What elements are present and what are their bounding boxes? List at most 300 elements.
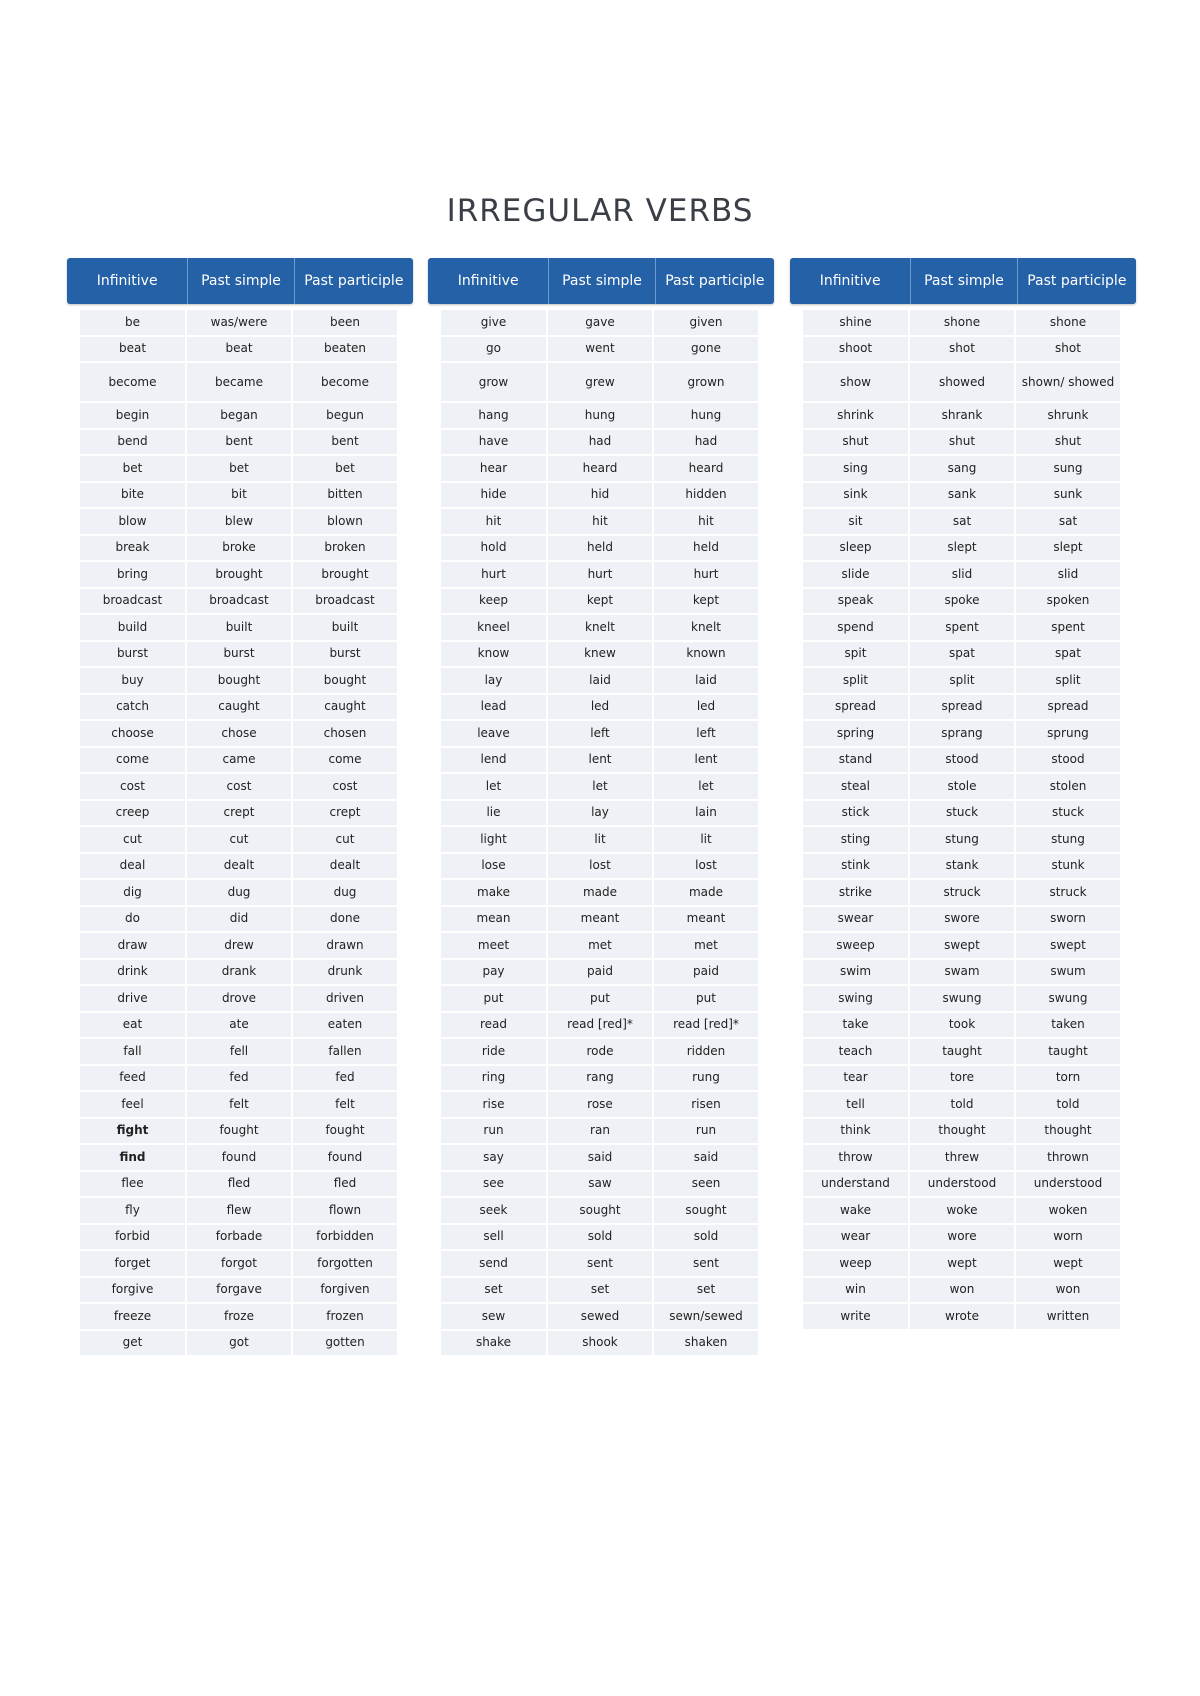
infinitive-cell: begin bbox=[80, 403, 185, 428]
table-row bbox=[803, 827, 1136, 854]
table-row bbox=[441, 748, 774, 775]
past-simple-cell: ate bbox=[187, 1013, 291, 1038]
past-simple-cell: bent bbox=[187, 430, 291, 455]
table-row bbox=[803, 933, 1136, 960]
past-simple-cell: bet bbox=[187, 456, 291, 481]
infinitive-cell: bet bbox=[80, 456, 185, 481]
table-row bbox=[803, 1172, 1136, 1199]
past-participle-cell: sent bbox=[654, 1251, 758, 1276]
past-participle-cell: written bbox=[1016, 1304, 1120, 1329]
past-simple-cell: made bbox=[548, 880, 652, 905]
header-infinitive: Infinitive bbox=[790, 258, 911, 304]
past-participle-cell: set bbox=[654, 1278, 758, 1303]
table-row bbox=[441, 960, 774, 987]
past-participle-cell: known bbox=[654, 642, 758, 667]
past-simple-cell: stole bbox=[910, 774, 1014, 799]
infinitive-cell: write bbox=[803, 1304, 908, 1329]
past-simple-cell: knew bbox=[548, 642, 652, 667]
table-row bbox=[80, 1039, 413, 1066]
past-participle-cell: done bbox=[293, 907, 397, 932]
past-simple-cell: drew bbox=[187, 933, 291, 958]
past-participle-cell: beaten bbox=[293, 337, 397, 362]
past-simple-cell: put bbox=[548, 986, 652, 1011]
table-row bbox=[803, 310, 1136, 337]
infinitive-cell: ring bbox=[441, 1066, 546, 1091]
table-row bbox=[441, 483, 774, 510]
past-simple-cell: became bbox=[187, 363, 291, 401]
past-participle-cell: cut bbox=[293, 827, 397, 852]
past-simple-cell: threw bbox=[910, 1145, 1014, 1170]
infinitive-cell: burst bbox=[80, 642, 185, 667]
infinitive-cell: spit bbox=[803, 642, 908, 667]
infinitive-cell: sew bbox=[441, 1304, 546, 1329]
past-participle-cell: fought bbox=[293, 1119, 397, 1144]
table-row bbox=[80, 403, 413, 430]
infinitive-cell: feel bbox=[80, 1092, 185, 1117]
past-participle-cell: hit bbox=[654, 509, 758, 534]
table-row bbox=[803, 854, 1136, 881]
past-participle-cell: sprung bbox=[1016, 721, 1120, 746]
past-simple-cell: swore bbox=[910, 907, 1014, 932]
past-simple-cell: burst bbox=[187, 642, 291, 667]
past-simple-cell: cost bbox=[187, 774, 291, 799]
past-simple-cell: fed bbox=[187, 1066, 291, 1091]
past-participle-cell: met bbox=[654, 933, 758, 958]
infinitive-cell: tell bbox=[803, 1092, 908, 1117]
past-participle-cell: shut bbox=[1016, 430, 1120, 455]
table-row bbox=[441, 1198, 774, 1225]
infinitive-cell: hurt bbox=[441, 562, 546, 587]
infinitive-cell: meet bbox=[441, 933, 546, 958]
past-simple-cell: kept bbox=[548, 589, 652, 614]
infinitive-cell: slide bbox=[803, 562, 908, 587]
table-row bbox=[803, 1119, 1136, 1146]
past-participle-cell: begun bbox=[293, 403, 397, 428]
past-simple-cell: forbade bbox=[187, 1225, 291, 1250]
past-simple-cell: lay bbox=[548, 801, 652, 826]
past-participle-cell: won bbox=[1016, 1278, 1120, 1303]
infinitive-cell: fall bbox=[80, 1039, 185, 1064]
past-simple-cell: sewed bbox=[548, 1304, 652, 1329]
past-simple-cell: heard bbox=[548, 456, 652, 481]
infinitive-cell: spend bbox=[803, 615, 908, 640]
table-row bbox=[803, 907, 1136, 934]
table-row bbox=[441, 1013, 774, 1040]
table-row bbox=[441, 721, 774, 748]
past-simple-cell: meant bbox=[548, 907, 652, 932]
table-row bbox=[441, 1039, 774, 1066]
infinitive-cell: understand bbox=[803, 1172, 908, 1197]
past-participle-cell: let bbox=[654, 774, 758, 799]
past-participle-cell: sworn bbox=[1016, 907, 1120, 932]
table-row bbox=[803, 363, 1136, 403]
table-row bbox=[80, 509, 413, 536]
infinitive-cell: eat bbox=[80, 1013, 185, 1038]
past-simple-cell: wept bbox=[910, 1251, 1014, 1276]
past-simple-cell: sought bbox=[548, 1198, 652, 1223]
table-row bbox=[80, 721, 413, 748]
past-participle-cell: torn bbox=[1016, 1066, 1120, 1091]
past-participle-cell: struck bbox=[1016, 880, 1120, 905]
infinitive-cell: lose bbox=[441, 854, 546, 879]
past-participle-cell: ridden bbox=[654, 1039, 758, 1064]
infinitive-cell: speak bbox=[803, 589, 908, 614]
past-participle-cell: spent bbox=[1016, 615, 1120, 640]
table-row bbox=[803, 589, 1136, 616]
infinitive-cell: forget bbox=[80, 1251, 185, 1276]
infinitive-cell: shoot bbox=[803, 337, 908, 362]
table-row bbox=[80, 1145, 413, 1172]
past-simple-cell: led bbox=[548, 695, 652, 720]
infinitive-cell: shine bbox=[803, 310, 908, 335]
infinitive-cell: make bbox=[441, 880, 546, 905]
table-header bbox=[790, 258, 1136, 304]
infinitive-cell: drink bbox=[80, 960, 185, 985]
past-simple-cell: swept bbox=[910, 933, 1014, 958]
infinitive-cell: draw bbox=[80, 933, 185, 958]
table-row bbox=[80, 1092, 413, 1119]
infinitive-cell: bend bbox=[80, 430, 185, 455]
past-participle-cell: shone bbox=[1016, 310, 1120, 335]
past-simple-cell: said bbox=[548, 1145, 652, 1170]
past-participle-cell: been bbox=[293, 310, 397, 335]
header-past-participle: Past participle bbox=[304, 273, 404, 289]
infinitive-cell: kneel bbox=[441, 615, 546, 640]
table-row bbox=[80, 827, 413, 854]
infinitive-cell: stand bbox=[803, 748, 908, 773]
table-row bbox=[80, 483, 413, 510]
infinitive-cell: spread bbox=[803, 695, 908, 720]
verb-table-1 bbox=[67, 258, 413, 1357]
past-participle-cell: knelt bbox=[654, 615, 758, 640]
table-row bbox=[803, 337, 1136, 364]
past-participle-cell: wept bbox=[1016, 1251, 1120, 1276]
header-past-simple: Past simple bbox=[911, 258, 1017, 304]
infinitive-cell: get bbox=[80, 1331, 185, 1356]
past-participle-cell: given bbox=[654, 310, 758, 335]
infinitive-cell: lead bbox=[441, 695, 546, 720]
infinitive-cell: spring bbox=[803, 721, 908, 746]
past-participle-cell: shot bbox=[1016, 337, 1120, 362]
infinitive-cell: blow bbox=[80, 509, 185, 534]
past-simple-cell: cut bbox=[187, 827, 291, 852]
past-participle-cell: swung bbox=[1016, 986, 1120, 1011]
past-participle-cell: eaten bbox=[293, 1013, 397, 1038]
table-row bbox=[441, 615, 774, 642]
infinitive-cell: set bbox=[441, 1278, 546, 1303]
table-row bbox=[80, 986, 413, 1013]
table-row bbox=[441, 403, 774, 430]
infinitive-cell: shrink bbox=[803, 403, 908, 428]
infinitive-cell: choose bbox=[80, 721, 185, 746]
past-participle-cell: become bbox=[293, 363, 397, 401]
table-row bbox=[441, 801, 774, 828]
infinitive-cell: throw bbox=[803, 1145, 908, 1170]
table-row bbox=[80, 615, 413, 642]
infinitive-cell: sit bbox=[803, 509, 908, 534]
past-simple-cell: sprang bbox=[910, 721, 1014, 746]
infinitive-cell: swear bbox=[803, 907, 908, 932]
past-simple-cell: sent bbox=[548, 1251, 652, 1276]
infinitive-cell: give bbox=[441, 310, 546, 335]
past-participle-cell: run bbox=[654, 1119, 758, 1144]
past-simple-cell: took bbox=[910, 1013, 1014, 1038]
infinitive-cell: lend bbox=[441, 748, 546, 773]
infinitive-cell: find bbox=[80, 1145, 185, 1170]
table-row bbox=[803, 986, 1136, 1013]
past-participle-cell: shrunk bbox=[1016, 403, 1120, 428]
table-header bbox=[67, 258, 413, 304]
infinitive-cell: swim bbox=[803, 960, 908, 985]
past-simple-cell: bought bbox=[187, 668, 291, 693]
past-simple-cell: crept bbox=[187, 801, 291, 826]
past-simple-cell: fell bbox=[187, 1039, 291, 1064]
infinitive-cell: sleep bbox=[803, 536, 908, 561]
past-participle-cell: sought bbox=[654, 1198, 758, 1223]
past-simple-cell: shrank bbox=[910, 403, 1014, 428]
infinitive-cell: shake bbox=[441, 1331, 546, 1356]
past-simple-cell: won bbox=[910, 1278, 1014, 1303]
past-participle-cell: flown bbox=[293, 1198, 397, 1223]
infinitive-cell: cut bbox=[80, 827, 185, 852]
past-simple-cell: hit bbox=[548, 509, 652, 534]
past-participle-cell: dug bbox=[293, 880, 397, 905]
table-row bbox=[441, 1251, 774, 1278]
infinitive-cell: sell bbox=[441, 1225, 546, 1250]
header-past-simple: Past simple bbox=[549, 258, 655, 304]
table-row bbox=[441, 1304, 774, 1331]
infinitive-cell: let bbox=[441, 774, 546, 799]
past-participle-cell: spread bbox=[1016, 695, 1120, 720]
table-row bbox=[80, 748, 413, 775]
infinitive-cell: say bbox=[441, 1145, 546, 1170]
past-participle-cell: sung bbox=[1016, 456, 1120, 481]
table-row bbox=[441, 1119, 774, 1146]
past-participle-cell: bet bbox=[293, 456, 397, 481]
past-participle-cell: held bbox=[654, 536, 758, 561]
past-simple-cell: felt bbox=[187, 1092, 291, 1117]
infinitive-cell: mean bbox=[441, 907, 546, 932]
past-simple-cell: hung bbox=[548, 403, 652, 428]
past-simple-cell: paid bbox=[548, 960, 652, 985]
table-row bbox=[803, 642, 1136, 669]
past-simple-cell: beat bbox=[187, 337, 291, 362]
infinitive-cell: ride bbox=[441, 1039, 546, 1064]
past-participle-cell: rung bbox=[654, 1066, 758, 1091]
past-simple-cell: lent bbox=[548, 748, 652, 773]
past-participle-cell: drunk bbox=[293, 960, 397, 985]
past-participle-cell: lent bbox=[654, 748, 758, 773]
table-row bbox=[80, 1304, 413, 1331]
past-participle-cell: gone bbox=[654, 337, 758, 362]
infinitive-cell: have bbox=[441, 430, 546, 455]
infinitive-cell: lay bbox=[441, 668, 546, 693]
infinitive-cell: run bbox=[441, 1119, 546, 1144]
past-participle-cell: slid bbox=[1016, 562, 1120, 587]
table-row bbox=[441, 668, 774, 695]
past-participle-cell: meant bbox=[654, 907, 758, 932]
infinitive-cell: feed bbox=[80, 1066, 185, 1091]
table-row bbox=[803, 880, 1136, 907]
infinitive-cell: light bbox=[441, 827, 546, 852]
table-row bbox=[803, 748, 1136, 775]
table-header bbox=[428, 258, 774, 304]
infinitive-cell: catch bbox=[80, 695, 185, 720]
past-participle-cell: slept bbox=[1016, 536, 1120, 561]
past-participle-cell: laid bbox=[654, 668, 758, 693]
past-participle-cell: caught bbox=[293, 695, 397, 720]
infinitive-cell: hide bbox=[441, 483, 546, 508]
table-row bbox=[803, 1013, 1136, 1040]
infinitive-cell: take bbox=[803, 1013, 908, 1038]
infinitive-cell: go bbox=[441, 337, 546, 362]
past-simple-cell: let bbox=[548, 774, 652, 799]
past-simple-cell: hurt bbox=[548, 562, 652, 587]
table-row bbox=[803, 430, 1136, 457]
past-simple-cell: broadcast bbox=[187, 589, 291, 614]
table-row bbox=[803, 483, 1136, 510]
infinitive-cell: bring bbox=[80, 562, 185, 587]
infinitive-cell: sting bbox=[803, 827, 908, 852]
past-participle-cell: gotten bbox=[293, 1331, 397, 1356]
infinitive-cell: see bbox=[441, 1172, 546, 1197]
past-participle-cell: bent bbox=[293, 430, 397, 455]
past-participle-cell: understood bbox=[1016, 1172, 1120, 1197]
infinitive-cell: forgive bbox=[80, 1278, 185, 1303]
past-participle-cell: heard bbox=[654, 456, 758, 481]
past-simple-cell: flew bbox=[187, 1198, 291, 1223]
table-row bbox=[80, 1066, 413, 1093]
table-row bbox=[803, 1145, 1136, 1172]
infinitive-cell: stink bbox=[803, 854, 908, 879]
past-simple-cell: broke bbox=[187, 536, 291, 561]
past-simple-cell: knelt bbox=[548, 615, 652, 640]
past-simple-cell: came bbox=[187, 748, 291, 773]
table-row bbox=[80, 1119, 413, 1146]
table-row bbox=[80, 562, 413, 589]
past-simple-cell: got bbox=[187, 1331, 291, 1356]
past-participle-cell: brought bbox=[293, 562, 397, 587]
infinitive-cell: dig bbox=[80, 880, 185, 905]
table-row bbox=[441, 695, 774, 722]
table-row bbox=[803, 1304, 1136, 1331]
table-row bbox=[441, 337, 774, 364]
table-row bbox=[441, 642, 774, 669]
infinitive-cell: become bbox=[80, 363, 185, 401]
past-participle-cell: kept bbox=[654, 589, 758, 614]
past-simple-cell: spent bbox=[910, 615, 1014, 640]
past-participle-cell: thrown bbox=[1016, 1145, 1120, 1170]
past-participle-cell: built bbox=[293, 615, 397, 640]
past-participle-cell: driven bbox=[293, 986, 397, 1011]
table-row bbox=[80, 1251, 413, 1278]
table-row bbox=[441, 1278, 774, 1305]
past-simple-cell: lost bbox=[548, 854, 652, 879]
infinitive-cell: hold bbox=[441, 536, 546, 561]
past-participle-cell: said bbox=[654, 1145, 758, 1170]
past-participle-cell: fled bbox=[293, 1172, 397, 1197]
infinitive-cell: hear bbox=[441, 456, 546, 481]
past-simple-cell: stank bbox=[910, 854, 1014, 879]
past-simple-cell: built bbox=[187, 615, 291, 640]
table-row bbox=[80, 1172, 413, 1199]
infinitive-cell: split bbox=[803, 668, 908, 693]
past-simple-cell: lit bbox=[548, 827, 652, 852]
past-simple-cell: set bbox=[548, 1278, 652, 1303]
past-simple-cell: stung bbox=[910, 827, 1014, 852]
table-row bbox=[80, 933, 413, 960]
past-simple-cell: told bbox=[910, 1092, 1014, 1117]
past-simple-cell: saw bbox=[548, 1172, 652, 1197]
past-simple-cell: chose bbox=[187, 721, 291, 746]
infinitive-cell: lie bbox=[441, 801, 546, 826]
table-row bbox=[803, 1066, 1136, 1093]
infinitive-cell: fight bbox=[80, 1119, 185, 1144]
table-row bbox=[441, 536, 774, 563]
infinitive-cell: weep bbox=[803, 1251, 908, 1276]
table-row bbox=[80, 907, 413, 934]
past-participle-cell: taken bbox=[1016, 1013, 1120, 1038]
table-row bbox=[441, 1145, 774, 1172]
table-row bbox=[80, 310, 413, 337]
past-participle-cell: forbidden bbox=[293, 1225, 397, 1250]
table-row bbox=[80, 1278, 413, 1305]
past-simple-cell: woke bbox=[910, 1198, 1014, 1223]
table-row bbox=[803, 1225, 1136, 1252]
table-row bbox=[80, 589, 413, 616]
table-row bbox=[80, 456, 413, 483]
infinitive-cell: flee bbox=[80, 1172, 185, 1197]
past-simple-cell: read [red]* bbox=[548, 1013, 652, 1038]
past-participle-cell: lost bbox=[654, 854, 758, 879]
past-simple-cell: swung bbox=[910, 986, 1014, 1011]
infinitive-cell: strike bbox=[803, 880, 908, 905]
header-past-participle: Past participle bbox=[1027, 273, 1127, 289]
past-participle-cell: hung bbox=[654, 403, 758, 428]
infinitive-cell: send bbox=[441, 1251, 546, 1276]
past-simple-cell: shut bbox=[910, 430, 1014, 455]
table-row bbox=[803, 721, 1136, 748]
verb-table-2 bbox=[428, 258, 774, 1357]
table-row bbox=[441, 907, 774, 934]
past-simple-cell: sat bbox=[910, 509, 1014, 534]
infinitive-cell: freeze bbox=[80, 1304, 185, 1329]
past-simple-cell: spat bbox=[910, 642, 1014, 667]
past-simple-cell: hid bbox=[548, 483, 652, 508]
infinitive-cell: think bbox=[803, 1119, 908, 1144]
past-participle-cell: sat bbox=[1016, 509, 1120, 534]
table-row bbox=[441, 430, 774, 457]
past-simple-cell: stood bbox=[910, 748, 1014, 773]
past-simple-cell: drank bbox=[187, 960, 291, 985]
table-row bbox=[80, 337, 413, 364]
table-row bbox=[803, 960, 1136, 987]
past-simple-cell: rang bbox=[548, 1066, 652, 1091]
past-simple-cell: laid bbox=[548, 668, 652, 693]
past-participle-cell: shaken bbox=[654, 1331, 758, 1356]
table-row bbox=[441, 456, 774, 483]
infinitive-cell: tear bbox=[803, 1066, 908, 1091]
past-simple-cell: gave bbox=[548, 310, 652, 335]
past-participle-cell: stung bbox=[1016, 827, 1120, 852]
past-participle-cell: told bbox=[1016, 1092, 1120, 1117]
table-row bbox=[80, 536, 413, 563]
table-row bbox=[80, 880, 413, 907]
past-simple-cell: understood bbox=[910, 1172, 1014, 1197]
infinitive-cell: broadcast bbox=[80, 589, 185, 614]
infinitive-cell: build bbox=[80, 615, 185, 640]
infinitive-cell: come bbox=[80, 748, 185, 773]
